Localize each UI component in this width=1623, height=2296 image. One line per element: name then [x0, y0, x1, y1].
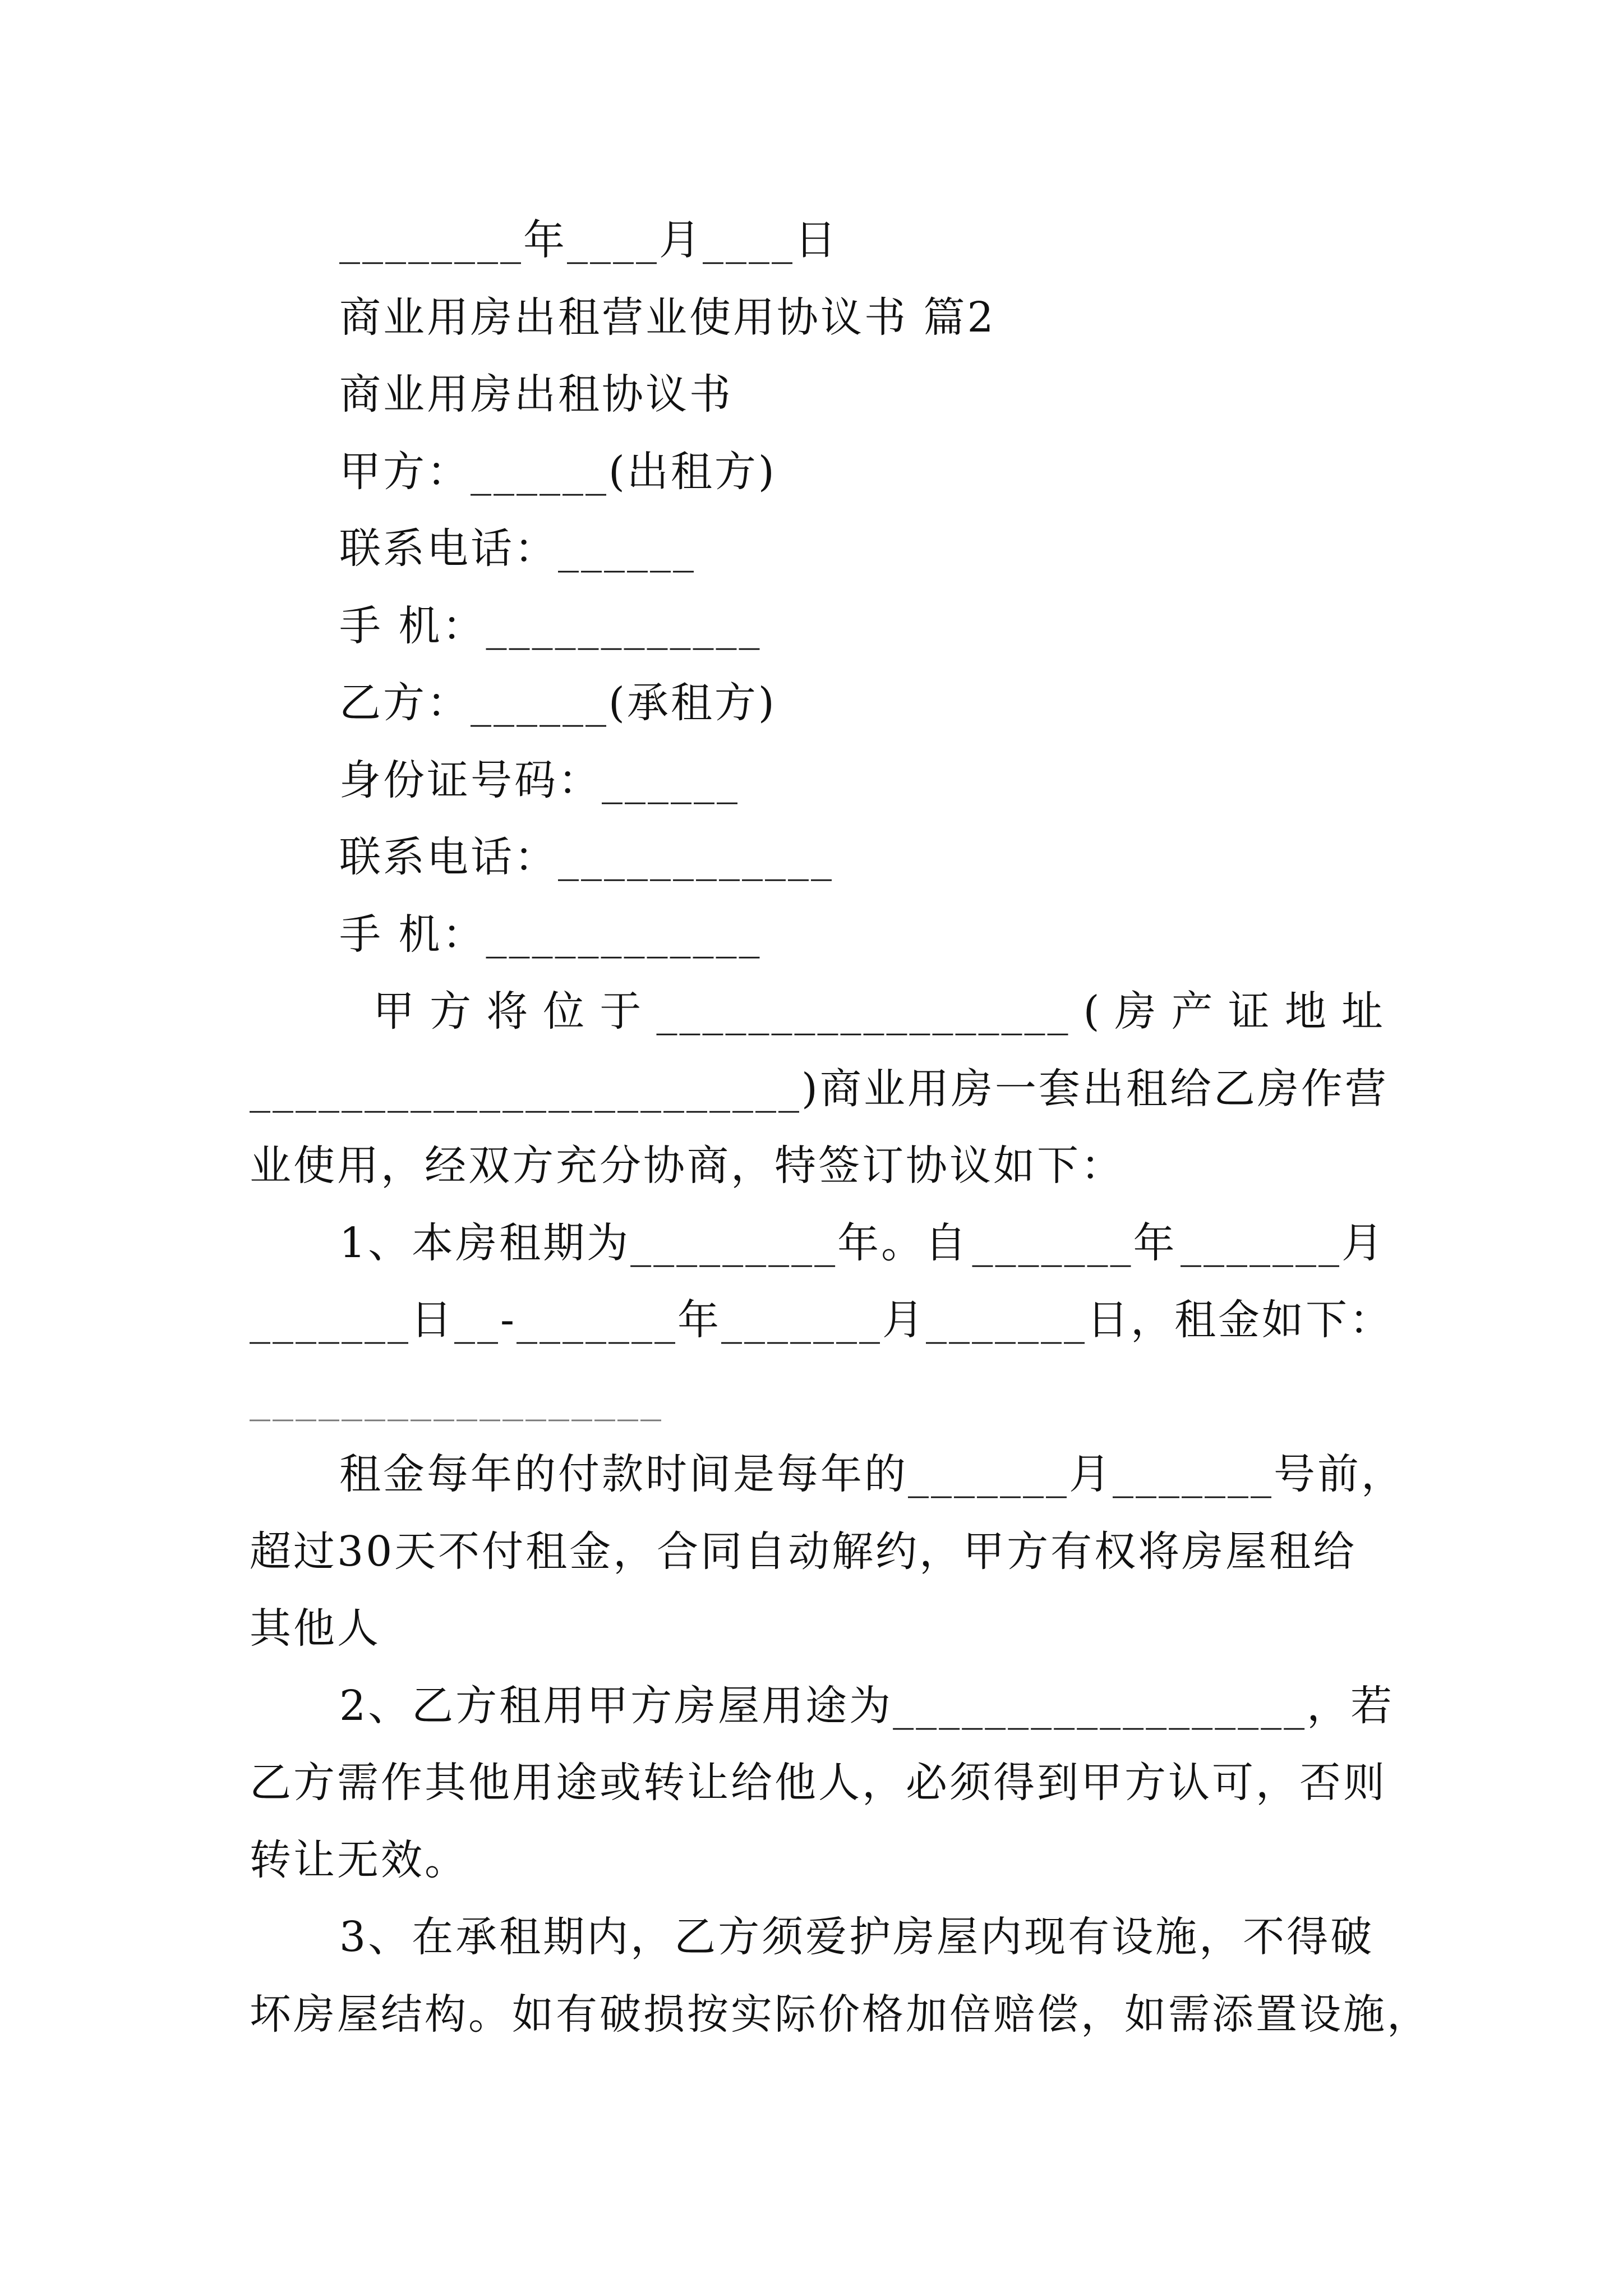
clause-2-line-2: 乙方需作其他用途或转让给他人，必须得到甲方认可，否则 [250, 1759, 1387, 1807]
clause-1-text: _______年 [972, 1219, 1177, 1267]
clause-1-text: _______月_______日，租金如下： [721, 1296, 1394, 1344]
intro-word: ( [1083, 987, 1102, 1036]
clause-2-line-3: 转让无效。 [250, 1836, 468, 1884]
intro-word: 房 [1114, 987, 1159, 1036]
clause-1-line-3: __________________ [250, 1373, 663, 1421]
clause-2-text: ，若 [1307, 1682, 1395, 1730]
intro-word: 地 [1284, 987, 1329, 1036]
clause-3-line-2: 坏房屋结构。如有破损按实际价格加倍赔偿，如需添置设施， [250, 1990, 1431, 2039]
date-line: ________年____月____日 [339, 216, 838, 264]
clause-1-text: _______月 [1181, 1219, 1385, 1267]
rent-text: _______月_______号前， [908, 1450, 1405, 1498]
clause-2-text: 2、乙方租用甲方房屋用途为__________________ [339, 1682, 1307, 1730]
intro-word: 证 [1228, 987, 1272, 1036]
party-a-line: 甲方：______(出租方) [339, 448, 777, 496]
party-b-id-line: 身份证号码：______ [339, 756, 740, 804]
rent-line-2: 超过30天不付租金，合同自动解约，甲方有权将房屋租给 [250, 1527, 1357, 1576]
rent-text: 租金每年的付款时间是每年的 [339, 1450, 908, 1498]
intro-word: 于 [600, 987, 644, 1036]
section-title: 商业用房出租营业使用协议书 篇2 [339, 293, 996, 342]
clause-1-line-1 [339, 1216, 1385, 1270]
intro-word: 将 [486, 987, 531, 1036]
intro-line-2: ________________________)商业用房一套出租给乙房作营 [250, 1065, 1389, 1113]
rent-line-1 [339, 1447, 1405, 1501]
clause-2-line-1 [339, 1679, 1395, 1733]
intro-word: 址 [1341, 987, 1385, 1036]
intro-word: 位 [543, 987, 587, 1036]
party-a-mobile-line: 手 机：____________ [339, 602, 762, 650]
clause-1-text: _______年 [517, 1296, 722, 1344]
intro-word: 甲 [373, 987, 417, 1036]
clause-1-text: 1、本房租期为_________年。自 [339, 1219, 969, 1267]
party-a-phone-line: 联系电话：______ [339, 524, 696, 573]
party-b-phone-line: 联系电话：____________ [339, 833, 834, 881]
intro-word: 方 [430, 987, 474, 1036]
intro-line-1 [373, 984, 1385, 1038]
intro-line-3: 业使用，经双方充分协商，特签订协议如下： [250, 1142, 1124, 1190]
intro-blank: __________________ [656, 987, 1071, 1036]
agreement-title: 商业用房出租协议书 [339, 370, 733, 418]
party-b-line: 乙方：______(承租方) [339, 679, 777, 727]
party-b-mobile-line: 手 机：____________ [339, 910, 762, 959]
rent-line-3: 其他人 [250, 1604, 381, 1653]
intro-word: 产 [1171, 987, 1215, 1036]
clause-1-line-2 [250, 1293, 1394, 1347]
clause-3-line-1: 3、在承租期内，乙方须爱护房屋内现有设施，不得破 [339, 1913, 1375, 1961]
clause-1-text: _______日__- [250, 1296, 517, 1344]
